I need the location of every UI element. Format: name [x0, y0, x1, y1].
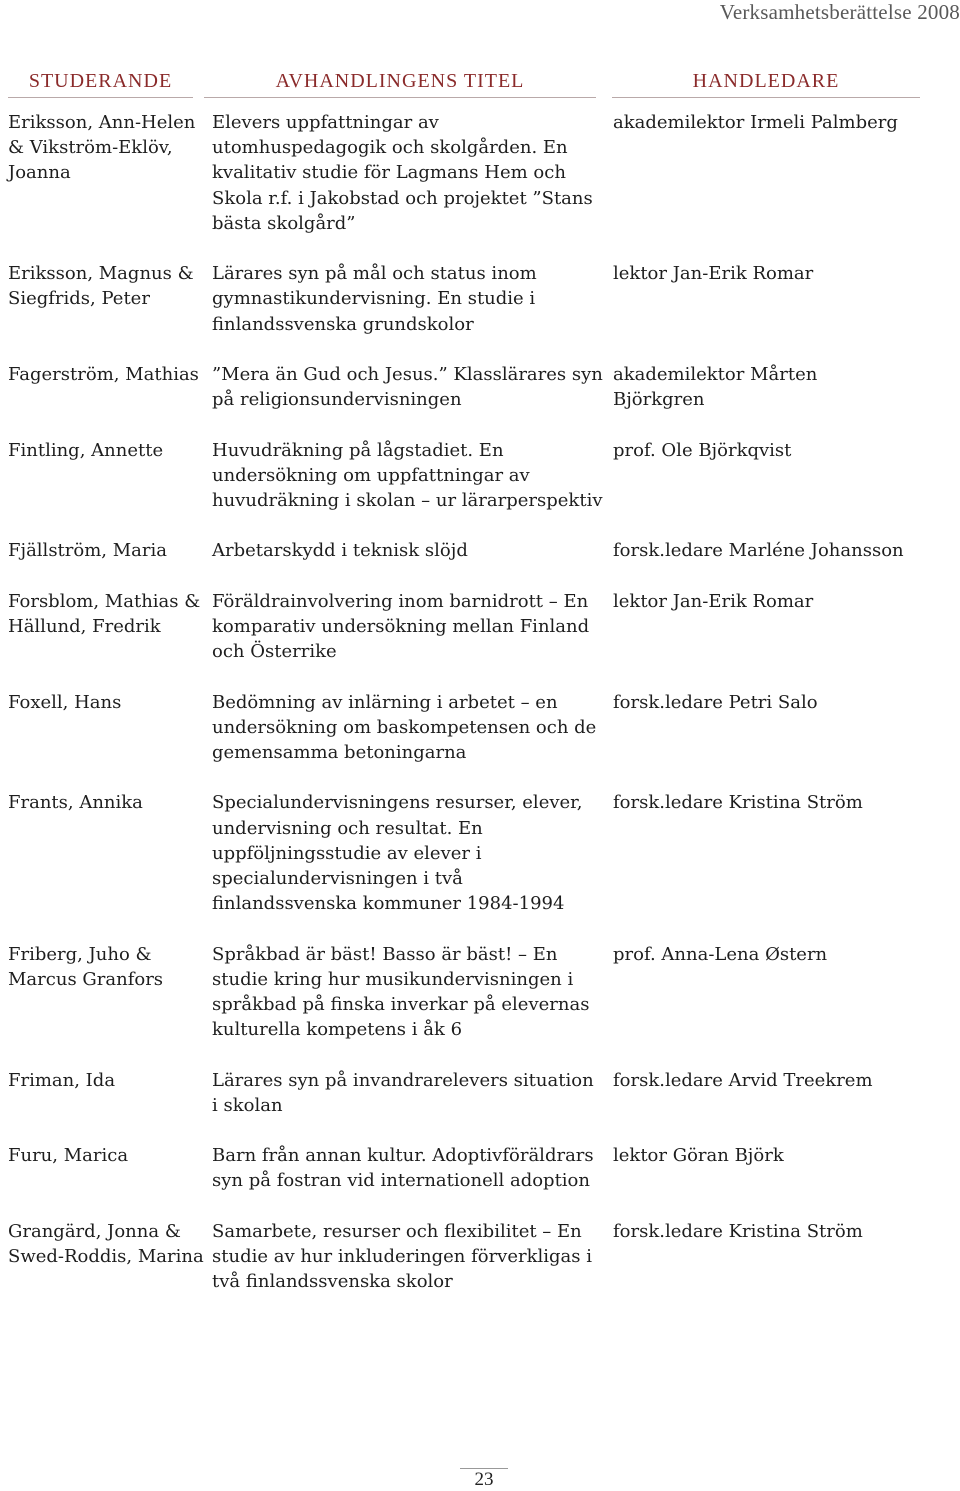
table-row — [8, 438, 953, 514]
thesis-title: Barn från annan kultur. Adoptivföräldrars syn på fostran vid internationell adoption — [212, 1145, 594, 1192]
table-row — [8, 362, 953, 412]
thesis-title: Föräldrainvolvering inom barnidrott – En komparativ undersökning mellan Finland och Österrike — [212, 590, 590, 663]
thesis-title: Samarbete, resurser och flexibilitet – En studie av hur inkluderingen förverkligas i två finlandssvenska skolor — [212, 1220, 592, 1293]
table-row — [8, 261, 953, 337]
thesis-list — [8, 110, 953, 1320]
thesis-title: Bedömning av inlärning i arbetet – en undersökning om baskompetensen och de gemensamma betoningarna — [212, 691, 597, 763]
thesis-title: Lärares syn på mål och status inom gymnastikundervisning. En studie i finlandssvenska grundskolor — [212, 263, 537, 335]
student-name: Furu, Marica — [8, 1145, 129, 1167]
supervisor-name: akademilektor Irmeli Palmberg — [613, 112, 898, 133]
thesis-title: Arbetarskydd i teknisk slöjd — [212, 540, 468, 562]
table-row — [8, 1068, 953, 1118]
supervisor-name: prof. Anna-Lena Østern — [613, 943, 828, 965]
page-number: 23 — [460, 1468, 508, 1491]
supervisor-name: lektor Göran Björk — [613, 1145, 784, 1167]
supervisor-name: forsk.ledare Kristina Ström — [613, 792, 863, 814]
supervisor-name: lektor Jan-Erik Romar — [613, 263, 814, 285]
column-header-title: AVHANDLINGENS TITEL — [204, 70, 596, 98]
table-row — [8, 942, 953, 1043]
supervisor-name: forsk.ledare Kristina Ström — [613, 1220, 863, 1242]
thesis-title: ”Mera än Gud och Jesus.” Klasslärares syn på religionsundervisningen — [212, 364, 603, 411]
column-header-student: STUDERANDE — [8, 70, 193, 98]
supervisor-name: forsk.ledare Marléne Johansson — [613, 540, 904, 562]
student-name: Frants, Annika — [8, 792, 143, 814]
table-row — [8, 790, 953, 916]
student-name: Fagerström, Mathias — [8, 364, 199, 385]
column-header-supervisor: HANDLEDARE — [612, 70, 920, 98]
table-row — [8, 690, 953, 766]
thesis-title: Huvudräkning på lågstadiet. En undersökning om uppfattningar av huvudräkning i skolan – ur lärarperspektiv — [212, 439, 603, 511]
student-name: Fintling, Annette — [8, 439, 164, 461]
student-name: Eriksson, Ann-Helen & Vikström-Eklöv, Joanna — [8, 112, 196, 184]
table-row — [8, 110, 953, 236]
student-name: Friberg, Juho & Marcus Granfors — [8, 943, 164, 990]
student-name: Eriksson, Magnus & Siegfrids, Peter — [8, 263, 194, 310]
student-name: Friman, Ida — [8, 1069, 116, 1091]
thesis-title: Språkbad är bäst! Basso är bäst! – En studie kring hur musikundervisningen i språkbad på finska inverkar på elevernas kulturella kompetens i åk 6 — [212, 943, 590, 1041]
thesis-title: Elevers uppfattningar av utomhuspedagogik och skolgården. En kvalitativ studie för Lagmans Hem och Skola r.f. i Jakobstad och projektet ”Stans bästa skolgård” — [212, 112, 593, 234]
supervisor-name: lektor Jan-Erik Romar — [613, 590, 814, 612]
student-name: Forsblom, Mathias & Hällund, Fredrik — [8, 590, 201, 637]
column-headers — [8, 70, 920, 100]
running-header: Verksamhetsberättelse 2008 — [719, 0, 960, 24]
student-name: Grangärd, Jonna & Swed-Roddis, Marina — [8, 1220, 204, 1267]
supervisor-name: forsk.ledare Arvid Treekrem — [613, 1069, 873, 1091]
thesis-title: Lärares syn på invandrarelevers situation i skolan — [212, 1069, 594, 1116]
supervisor-name: prof. Ole Björkqvist — [613, 439, 792, 461]
supervisor-name: forsk.ledare Petri Salo — [613, 691, 818, 713]
thesis-title: Specialundervisningens resurser, elever, undervisning och resultat. En uppföljningsstudie av elever i specialundervisningen i två finlandssvenska kommuner 1984-1994 — [212, 792, 583, 915]
table-row — [8, 1143, 953, 1193]
table-row — [8, 538, 953, 563]
supervisor-name: akademilektor Mårten Björkgren — [613, 364, 818, 411]
table-row — [8, 1219, 953, 1295]
student-name: Fjällström, Maria — [8, 540, 167, 562]
table-row — [8, 589, 953, 665]
student-name: Foxell, Hans — [8, 691, 122, 713]
